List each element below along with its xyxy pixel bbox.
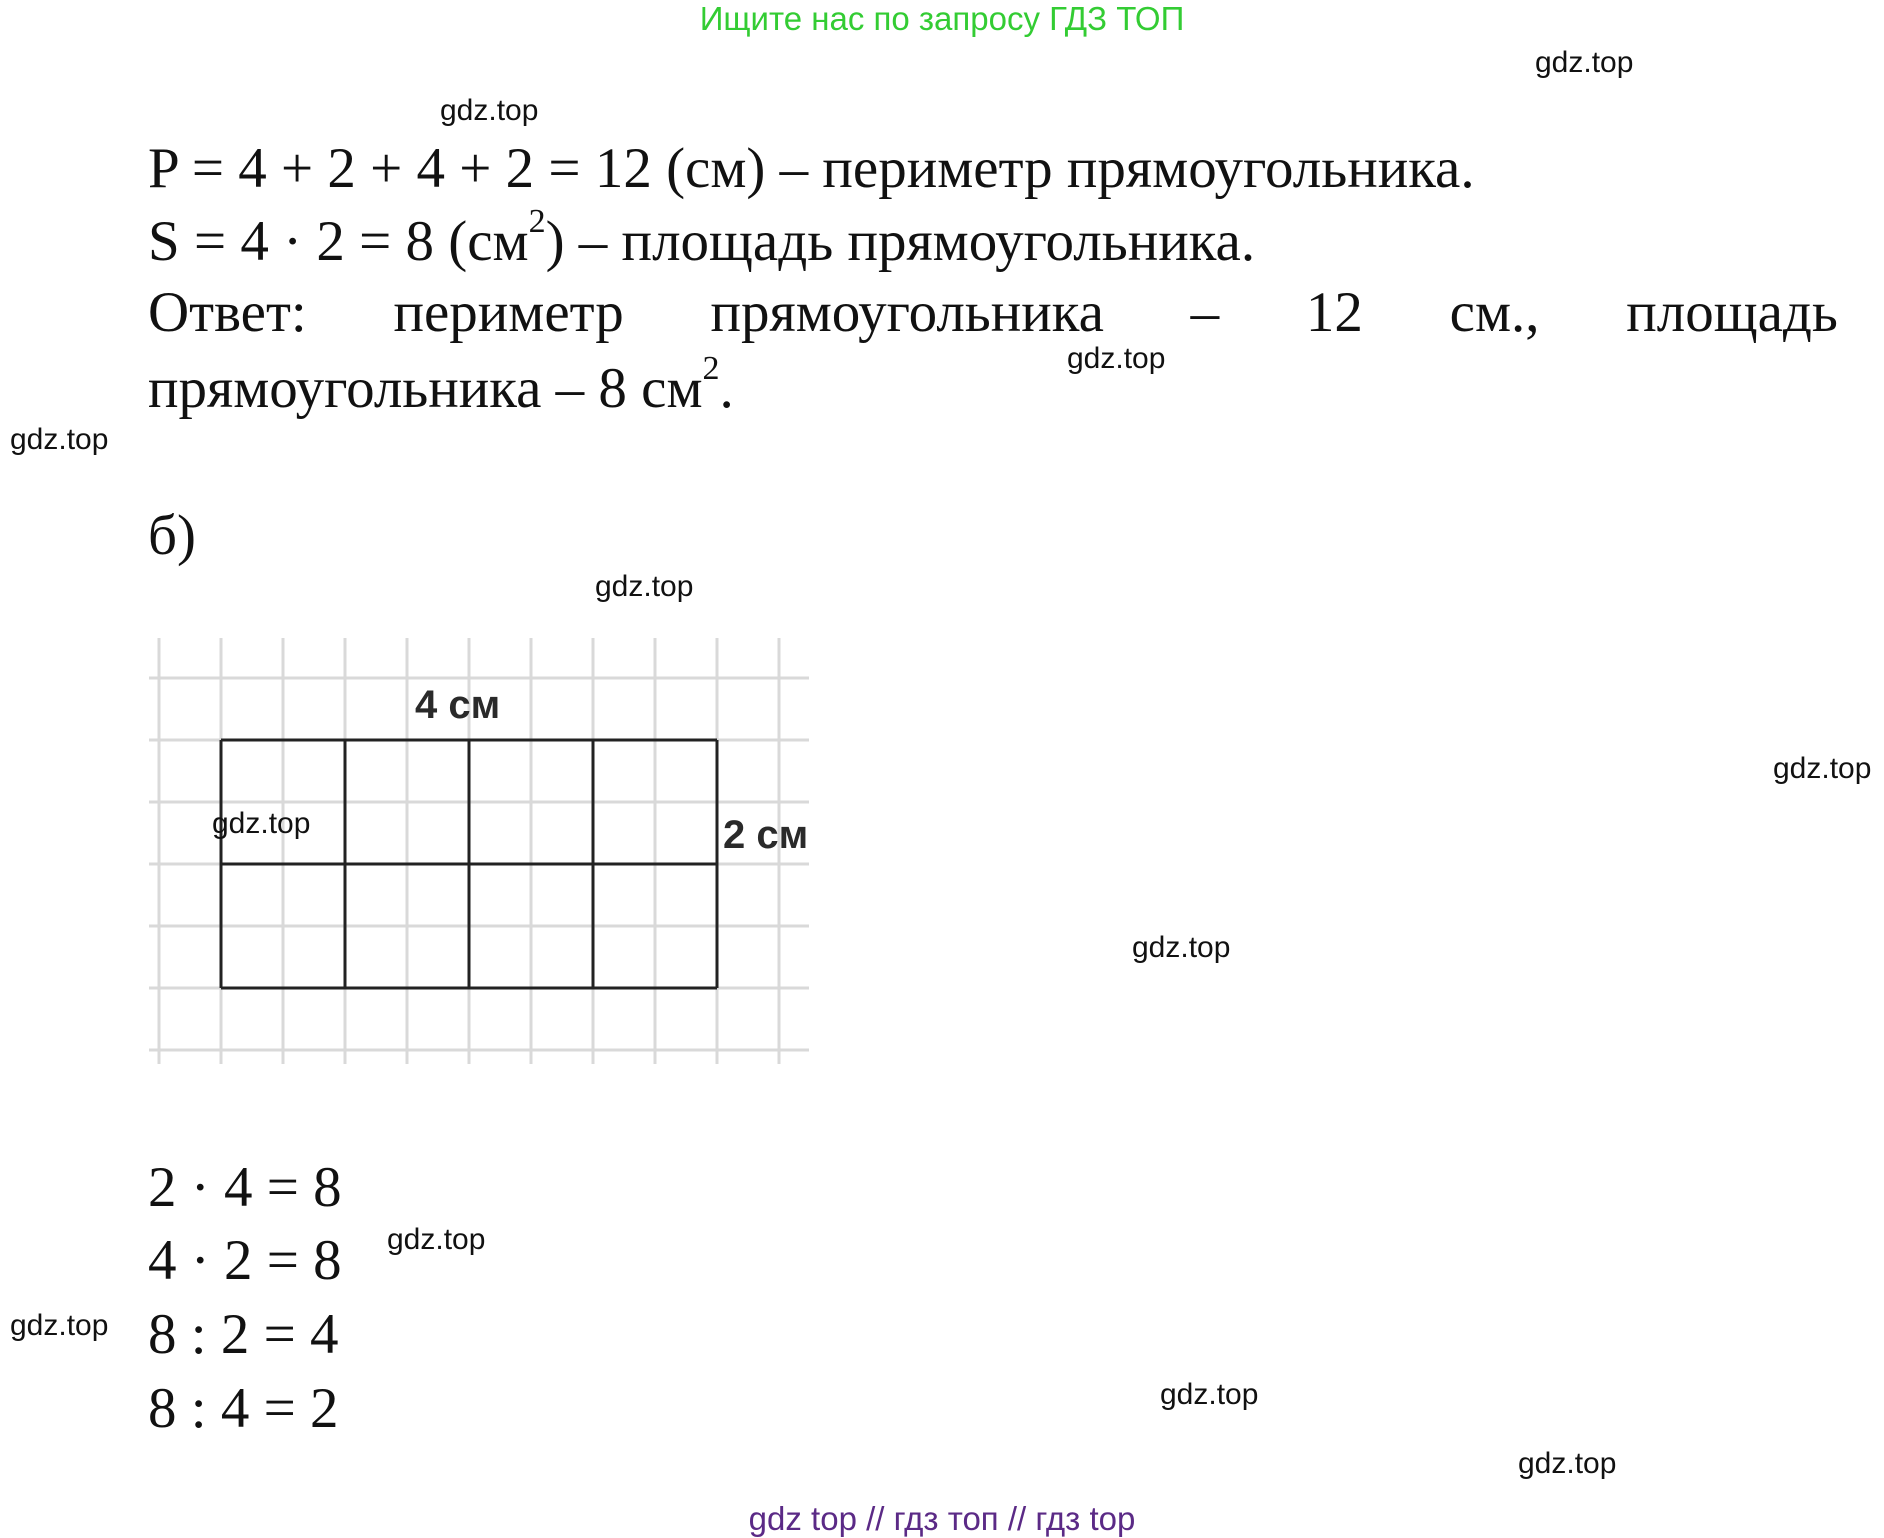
answer-line-2-prefix: прямоугольника – 8 см <box>148 357 703 420</box>
watermark: gdz.top <box>595 570 694 603</box>
rectangle-4x2 <box>221 740 717 988</box>
answer-word: площадь <box>1626 281 1838 344</box>
area-line-prefix: S = 4 · 2 = 8 (см <box>148 210 529 273</box>
footer-links: gdz top // гдз топ // гдз top <box>748 1500 1136 1537</box>
watermark: gdz.top <box>387 1223 486 1256</box>
watermark: gdz.top <box>1535 46 1634 79</box>
watermark: gdz.top <box>1773 752 1872 785</box>
height-label: 2 см <box>723 813 809 857</box>
area-line-exponent: 2 <box>528 203 546 240</box>
answer-word: Ответ: <box>148 281 307 344</box>
answer-word: 12 <box>1305 281 1363 344</box>
area-line <box>148 203 1256 274</box>
answer-word: – <box>1190 281 1220 344</box>
watermark: gdz.top <box>10 423 109 456</box>
answer-line-2-suffix: . <box>719 357 734 420</box>
search-banner: Ищите нас по запросу ГДЗ ТОП <box>699 0 1185 37</box>
part-label: б) <box>148 504 196 567</box>
answer-line-1 <box>148 280 1838 345</box>
watermark: gdz.top <box>440 94 539 127</box>
watermark: gdz.top <box>1518 1447 1617 1480</box>
answer-line-2 <box>148 350 734 421</box>
grid-figure <box>145 628 840 1078</box>
equation: 8 : 4 = 2 <box>148 1377 339 1440</box>
watermark: gdz.top <box>10 1309 109 1342</box>
watermark: gdz.top <box>1160 1378 1259 1411</box>
area-line-suffix: ) – площадь прямоугольника. <box>545 210 1256 273</box>
answer-word: периметр <box>393 281 624 344</box>
watermark: gdz.top <box>1067 342 1166 375</box>
equation: 4 · 2 = 8 <box>148 1229 342 1292</box>
equation: 2 · 4 = 8 <box>148 1156 342 1219</box>
watermark: gdz.top <box>1132 931 1231 964</box>
answer-word: прямоугольника <box>710 281 1104 344</box>
perimeter-line: P = 4 + 2 + 4 + 2 = 12 (см) – периметр прямоугольника. <box>148 137 1475 200</box>
watermark: gdz.top <box>212 807 311 840</box>
width-label: 4 см <box>415 683 501 727</box>
equation: 8 : 2 = 4 <box>148 1303 339 1366</box>
answer-line-2-exponent: 2 <box>702 350 720 387</box>
answer-word: см., <box>1449 281 1540 344</box>
